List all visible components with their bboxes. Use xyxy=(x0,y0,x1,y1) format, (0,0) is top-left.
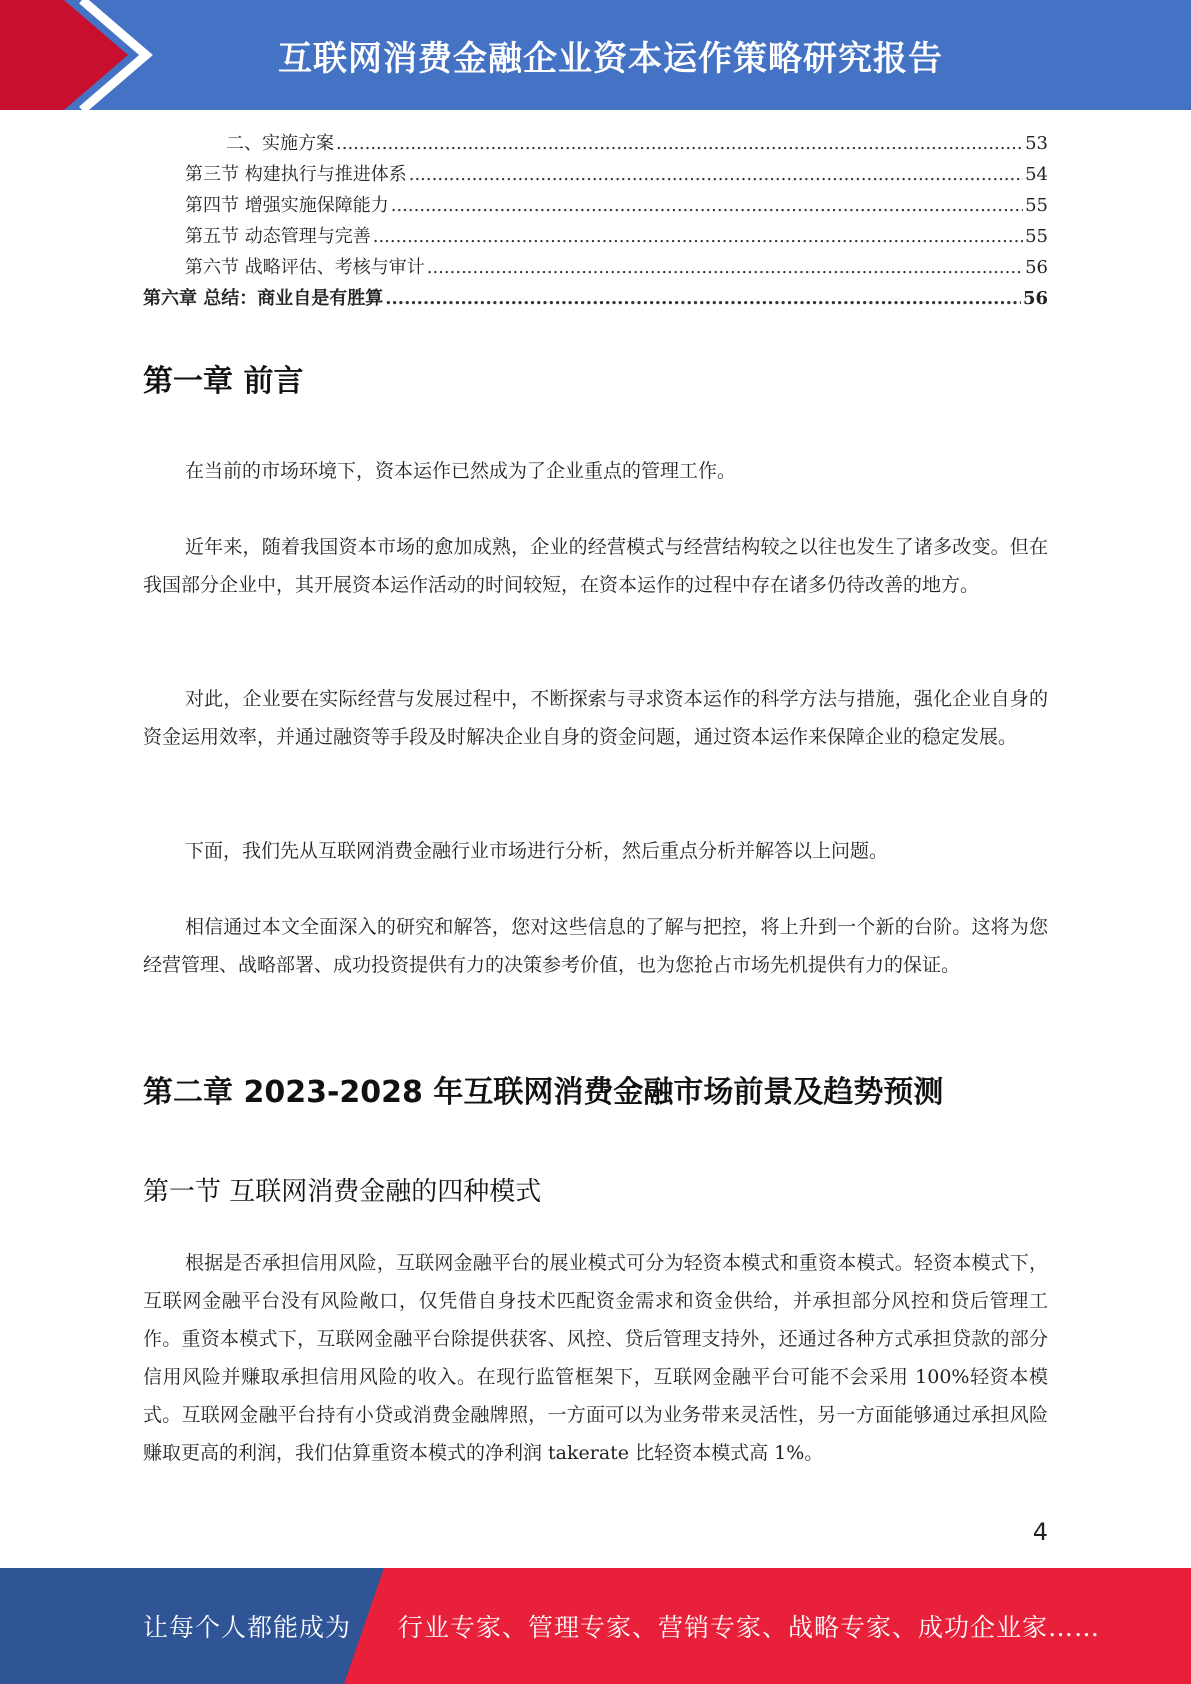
page-footer xyxy=(0,1568,1191,1684)
toc-entry-label: 第三节 构建执行与推进体系 xyxy=(185,164,407,185)
footer-slogan-left: 让每个人都能成为 xyxy=(143,1613,352,1642)
toc-leader-dots xyxy=(391,190,1023,221)
chapter-1-heading: 第一章 前言 xyxy=(143,364,304,399)
toc-entry-label: 第五节 动态管理与完善 xyxy=(185,226,371,247)
toc-entry-page: 53 xyxy=(1025,133,1048,154)
toc-leader-dots xyxy=(427,252,1023,283)
toc-entry-label: 二、实施方案 xyxy=(226,133,334,154)
toc-entry-page: 55 xyxy=(1025,226,1048,247)
toc-entry[interactable] xyxy=(143,252,1048,283)
toc-entry[interactable] xyxy=(143,128,1048,159)
toc-leader-dots xyxy=(373,221,1023,252)
chapter-1-paragraph: 对此，企业要在实际经营与发展过程中，不断探索与寻求资本运作的科学方法与措施，强化企业自身的资金运用效率，并通过融资等手段及时解决企业自身的资金问题，通过资本运作来保障企业的稳定发展。 xyxy=(143,688,1048,748)
chapter-1-paragraph: 相信通过本文全面深入的研究和解答，您对这些信息的了解与把控，将上升到一个新的台阶。这将为您经营管理、战略部署、成功投资提供有力的决策参考价值，也为您抢占市场先机提供有力的保证。 xyxy=(143,916,1048,976)
chapter-1-paragraph: 近年来，随着我国资本市场的愈加成熟，企业的经营模式与经营结构较之以往也发生了诸多改变。但在我国部分企业中，其开展资本运作活动的时间较短，在资本运作的过程中存在诸多仍待改善的地方。 xyxy=(143,536,1048,596)
toc-entry[interactable] xyxy=(143,190,1048,221)
toc-entry-page: 56 xyxy=(1025,257,1048,278)
chapter-1-paragraph: 下面，我们先从互联网消费金融行业市场进行分析，然后重点分析并解答以上问题。 xyxy=(185,840,889,862)
toc-entry-chapter[interactable] xyxy=(143,283,1048,314)
toc-entry-label: 第六节 战略评估、考核与审计 xyxy=(185,257,425,278)
chapter-2-heading: 第二章 2023-2028 年互联网消费金融市场前景及趋势预测 xyxy=(143,1075,944,1110)
toc-leader-dots xyxy=(385,283,1021,314)
toc-leader-dots xyxy=(336,128,1023,159)
toc-leader-dots xyxy=(409,159,1023,190)
section-1-heading: 第一节 互联网消费金融的四种模式 xyxy=(143,1177,542,1207)
footer-slogan-right: 行业专家、管理专家、营销专家、战略专家、成功企业家…… xyxy=(398,1613,1101,1642)
toc-entry-page: 54 xyxy=(1025,164,1048,185)
toc-entry-page: 55 xyxy=(1025,195,1048,216)
toc-entry-label: 第六章 总结：商业自是有胜算 xyxy=(143,288,384,309)
section-1-paragraph: 根据是否承担信用风险，互联网金融平台的展业模式可分为轻资本模式和重资本模式。轻资本模式下，互联网金融平台没有风险敞口，仅凭借自身技术匹配资金需求和资金供给，并承担部分风控和贷后管理工作。重资本模式下，互联网金融平台除提供获客、风控、贷后管理支持外，还通过各种方式承担贷款的部分信用风险并赚取承担信用风险的收入。在现行监管框架下，互联网金融平台可能不会采用 100%轻资本模式。互联网金融平台持有小贷或消费金融牌照，一方面可以为业务带来灵活性，另一方面能够通过承担风险赚取更高的利润，我们估算重资本模式的净利润 takerate 比轻资本模式高 1%。 xyxy=(143,1252,1048,1464)
toc-entry-label: 第四节 增强实施保障能力 xyxy=(185,195,389,216)
toc-entry[interactable] xyxy=(143,221,1048,252)
table-of-contents xyxy=(143,128,1048,314)
page-number: 4 xyxy=(1032,1518,1048,1546)
toc-entry-page: 56 xyxy=(1022,288,1048,309)
chapter-1-paragraph: 在当前的市场环境下，资本运作已然成为了企业重点的管理工作。 xyxy=(185,460,737,482)
page-header xyxy=(0,0,1191,110)
toc-entry[interactable] xyxy=(143,159,1048,190)
report-title: 互联网消费金融企业资本运作策略研究报告 xyxy=(278,38,943,79)
